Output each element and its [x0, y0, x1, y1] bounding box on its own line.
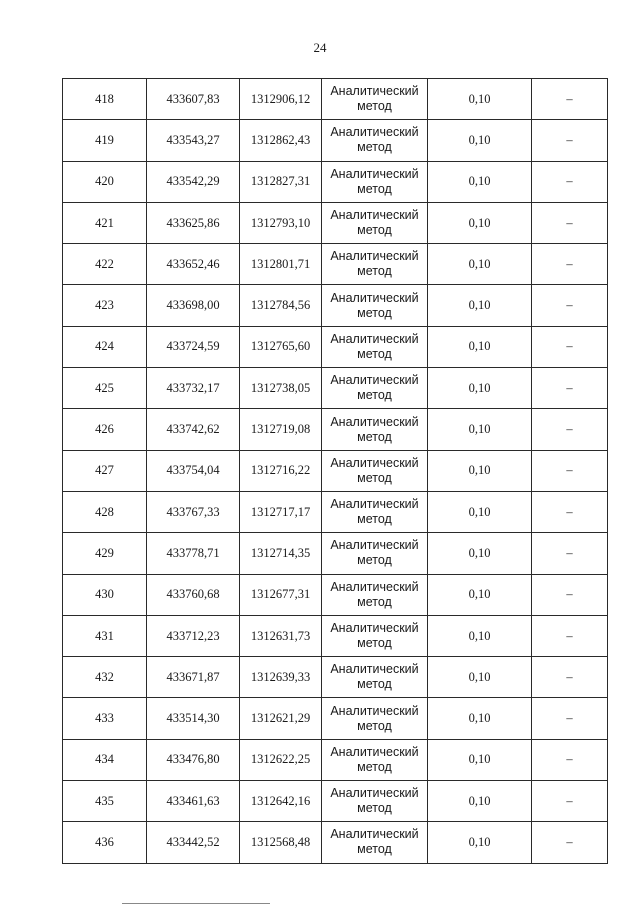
table-row — [63, 491, 608, 532]
method-cell — [322, 285, 428, 326]
x-coordinate-cell: 433476,80 — [147, 739, 240, 780]
accuracy-cell: 0,10 — [428, 822, 532, 863]
point-number-cell: 428 — [63, 491, 147, 532]
point-number-cell: 429 — [63, 533, 147, 574]
method-line: Аналитический — [330, 455, 419, 470]
note-cell: – — [532, 574, 608, 615]
method-cell — [322, 120, 428, 161]
y-coordinate-cell: 1312716,22 — [240, 450, 322, 491]
accuracy-cell: 0,10 — [428, 781, 532, 822]
y-coordinate-cell: 1312793,10 — [240, 202, 322, 243]
point-number-cell: 427 — [63, 450, 147, 491]
accuracy-cell: 0,10 — [428, 161, 532, 202]
footer-divider — [122, 903, 270, 904]
method-line: Аналитический — [330, 331, 419, 346]
table-row — [63, 244, 608, 285]
point-number-cell: 422 — [63, 244, 147, 285]
note-cell: – — [532, 450, 608, 491]
y-coordinate-cell: 1312714,35 — [240, 533, 322, 574]
x-coordinate-cell: 433514,30 — [147, 698, 240, 739]
x-coordinate-cell: 433760,68 — [147, 574, 240, 615]
x-coordinate-cell: 433652,46 — [147, 244, 240, 285]
method-line: метод — [357, 305, 392, 320]
point-number-cell: 424 — [63, 326, 147, 367]
x-coordinate-cell: 433732,17 — [147, 368, 240, 409]
method-cell — [322, 781, 428, 822]
method-cell — [322, 161, 428, 202]
note-cell: – — [532, 285, 608, 326]
method-line: метод — [357, 718, 392, 733]
table-row — [63, 781, 608, 822]
point-number-cell: 418 — [63, 79, 147, 120]
table-row — [63, 739, 608, 780]
method-line: Аналитический — [330, 786, 419, 801]
x-coordinate-cell: 433698,00 — [147, 285, 240, 326]
point-number-cell: 420 — [63, 161, 147, 202]
accuracy-cell: 0,10 — [428, 615, 532, 656]
accuracy-cell: 0,10 — [428, 120, 532, 161]
method-cell — [322, 450, 428, 491]
y-coordinate-cell: 1312639,33 — [240, 657, 322, 698]
method-line: метод — [357, 677, 392, 692]
method-line: Аналитический — [330, 579, 419, 594]
table-row — [63, 574, 608, 615]
method-line: Аналитический — [330, 125, 419, 140]
x-coordinate-cell: 433671,87 — [147, 657, 240, 698]
point-number-cell: 430 — [63, 574, 147, 615]
method-line: Аналитический — [330, 166, 419, 181]
accuracy-cell: 0,10 — [428, 409, 532, 450]
method-line: метод — [357, 512, 392, 527]
method-line: Аналитический — [330, 662, 419, 677]
y-coordinate-cell: 1312568,48 — [240, 822, 322, 863]
x-coordinate-cell: 433461,63 — [147, 781, 240, 822]
point-number-cell: 433 — [63, 698, 147, 739]
method-cell — [322, 739, 428, 780]
table-row — [63, 450, 608, 491]
method-line: Аналитический — [330, 84, 419, 99]
method-line: метод — [357, 181, 392, 196]
x-coordinate-cell: 433767,33 — [147, 491, 240, 532]
x-coordinate-cell: 433778,71 — [147, 533, 240, 574]
point-number-cell: 419 — [63, 120, 147, 161]
method-cell — [322, 202, 428, 243]
method-line: метод — [357, 842, 392, 857]
method-cell — [322, 244, 428, 285]
y-coordinate-cell: 1312677,31 — [240, 574, 322, 615]
method-line: Аналитический — [330, 290, 419, 305]
table-row — [63, 326, 608, 367]
table-row — [63, 202, 608, 243]
table-row — [63, 533, 608, 574]
method-line: Аналитический — [330, 497, 419, 512]
method-cell — [322, 409, 428, 450]
note-cell: – — [532, 781, 608, 822]
point-number-cell: 431 — [63, 615, 147, 656]
y-coordinate-cell: 1312719,08 — [240, 409, 322, 450]
method-line: Аналитический — [330, 827, 419, 842]
note-cell: – — [532, 161, 608, 202]
point-number-cell: 436 — [63, 822, 147, 863]
method-line: Аналитический — [330, 703, 419, 718]
method-line: метод — [357, 388, 392, 403]
table-row — [63, 368, 608, 409]
method-line: метод — [357, 264, 392, 279]
method-line: метод — [357, 636, 392, 650]
accuracy-cell: 0,10 — [428, 326, 532, 367]
y-coordinate-cell: 1312862,43 — [240, 120, 322, 161]
method-line: метод — [357, 759, 392, 774]
x-coordinate-cell: 433442,52 — [147, 822, 240, 863]
point-number-cell: 426 — [63, 409, 147, 450]
accuracy-cell: 0,10 — [428, 491, 532, 532]
point-number-cell: 434 — [63, 739, 147, 780]
point-number-cell: 423 — [63, 285, 147, 326]
x-coordinate-cell: 433625,86 — [147, 202, 240, 243]
y-coordinate-cell: 1312784,56 — [240, 285, 322, 326]
method-line: Аналитический — [330, 744, 419, 759]
method-line: метод — [357, 429, 392, 444]
note-cell: – — [532, 368, 608, 409]
method-cell — [322, 822, 428, 863]
note-cell: – — [532, 822, 608, 863]
table-row — [63, 79, 608, 120]
method-line: метод — [357, 223, 392, 238]
y-coordinate-cell: 1312765,60 — [240, 326, 322, 367]
method-cell — [322, 326, 428, 367]
y-coordinate-cell: 1312738,05 — [240, 368, 322, 409]
accuracy-cell: 0,10 — [428, 244, 532, 285]
note-cell: – — [532, 202, 608, 243]
table-row — [63, 657, 608, 698]
accuracy-cell: 0,10 — [428, 368, 532, 409]
method-cell — [322, 368, 428, 409]
y-coordinate-cell: 1312631,73 — [240, 615, 322, 656]
table-row — [63, 409, 608, 450]
point-number-cell: 425 — [63, 368, 147, 409]
note-cell: – — [532, 79, 608, 120]
note-cell: – — [532, 326, 608, 367]
y-coordinate-cell: 1312642,16 — [240, 781, 322, 822]
note-cell: – — [532, 491, 608, 532]
method-line: метод — [357, 470, 392, 485]
accuracy-cell: 0,10 — [428, 739, 532, 780]
method-line: Аналитический — [330, 249, 419, 264]
accuracy-cell: 0,10 — [428, 698, 532, 739]
y-coordinate-cell: 1312906,12 — [240, 79, 322, 120]
table-row — [63, 698, 608, 739]
note-cell: – — [532, 244, 608, 285]
note-cell: – — [532, 657, 608, 698]
x-coordinate-cell: 433724,59 — [147, 326, 240, 367]
method-cell — [322, 615, 428, 656]
method-line: Аналитический — [330, 208, 419, 223]
x-coordinate-cell: 433542,29 — [147, 161, 240, 202]
note-cell: – — [532, 120, 608, 161]
method-cell — [322, 657, 428, 698]
method-line: метод — [357, 346, 392, 361]
page-number: 24 — [313, 40, 327, 55]
method-line: Аналитический — [330, 621, 419, 635]
method-cell — [322, 574, 428, 615]
table-row — [63, 120, 608, 161]
point-number-cell: 421 — [63, 202, 147, 243]
accuracy-cell: 0,10 — [428, 574, 532, 615]
accuracy-cell: 0,10 — [428, 285, 532, 326]
method-line: Аналитический — [330, 414, 419, 429]
y-coordinate-cell: 1312717,17 — [240, 491, 322, 532]
table-row — [63, 285, 608, 326]
note-cell: – — [532, 409, 608, 450]
method-line: метод — [357, 140, 392, 155]
accuracy-cell: 0,10 — [428, 533, 532, 574]
x-coordinate-cell: 433607,83 — [147, 79, 240, 120]
accuracy-cell: 0,10 — [428, 450, 532, 491]
coordinates-table-body — [63, 79, 608, 864]
accuracy-cell: 0,10 — [428, 79, 532, 120]
method-line: Аналитический — [330, 538, 419, 553]
table-row — [63, 161, 608, 202]
method-line: метод — [357, 801, 392, 816]
accuracy-cell: 0,10 — [428, 657, 532, 698]
x-coordinate-cell: 433543,27 — [147, 120, 240, 161]
point-number-cell: 432 — [63, 657, 147, 698]
method-cell — [322, 698, 428, 739]
method-cell — [322, 491, 428, 532]
method-cell — [322, 79, 428, 120]
y-coordinate-cell: 1312622,25 — [240, 739, 322, 780]
note-cell: – — [532, 533, 608, 574]
note-cell: – — [532, 739, 608, 780]
y-coordinate-cell: 1312801,71 — [240, 244, 322, 285]
x-coordinate-cell: 433742,62 — [147, 409, 240, 450]
y-coordinate-cell: 1312621,29 — [240, 698, 322, 739]
note-cell: – — [532, 698, 608, 739]
table-row — [63, 615, 608, 656]
table-row — [63, 822, 608, 863]
point-number-cell: 435 — [63, 781, 147, 822]
note-cell: – — [532, 615, 608, 656]
method-cell — [322, 533, 428, 574]
accuracy-cell: 0,10 — [428, 202, 532, 243]
y-coordinate-cell: 1312827,31 — [240, 161, 322, 202]
method-line: метод — [357, 553, 392, 568]
x-coordinate-cell: 433754,04 — [147, 450, 240, 491]
x-coordinate-cell: 433712,23 — [147, 615, 240, 656]
method-line: метод — [357, 594, 392, 609]
method-line: метод — [357, 99, 392, 114]
coordinates-table — [62, 78, 608, 864]
method-line: Аналитический — [330, 373, 419, 388]
